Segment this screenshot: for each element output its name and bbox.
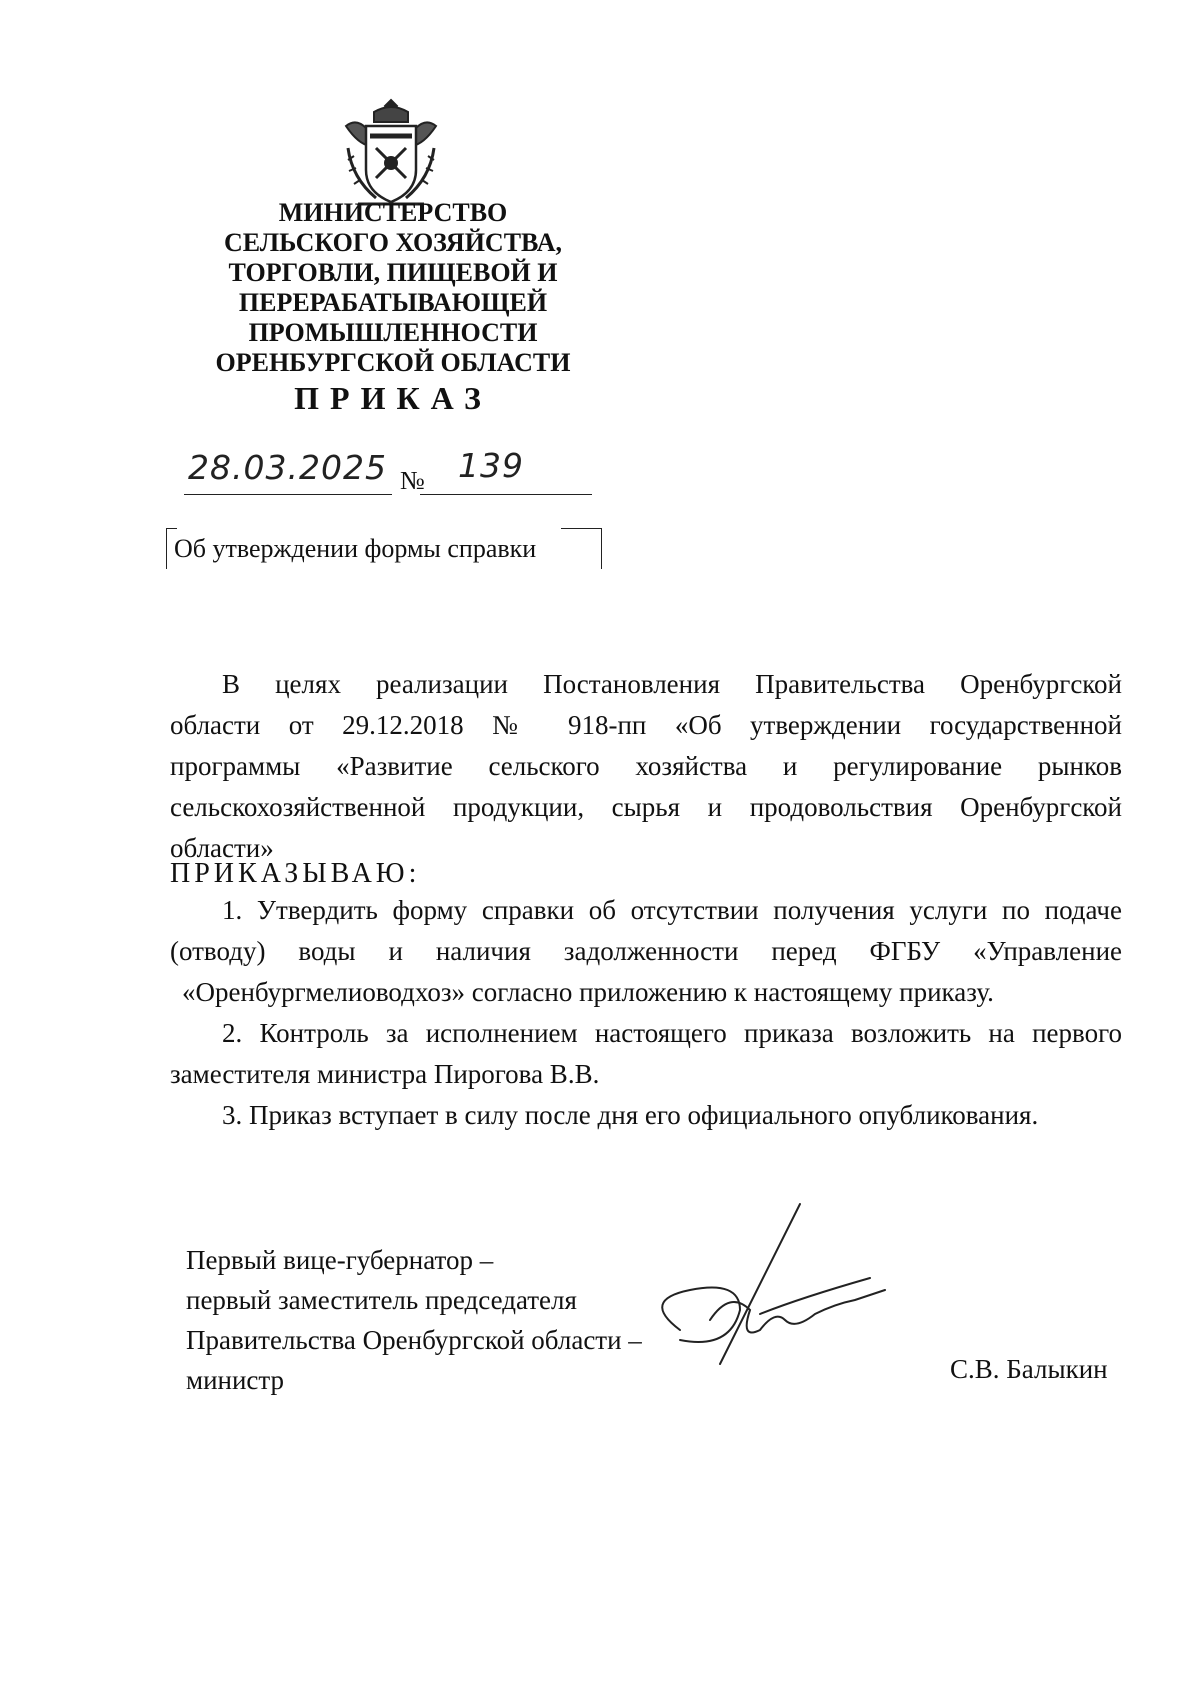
preamble-line: В целях реализации Постановления Правительства Оренбургской — [222, 669, 1122, 699]
position-line: министр — [186, 1365, 285, 1395]
preamble — [170, 664, 1122, 869]
order-date: 28.03.2025 — [188, 448, 387, 487]
item-2-line: заместителя министра Пирогова В.В. — [170, 1059, 600, 1089]
coat-of-arms-icon — [336, 96, 446, 214]
order-number: 139 — [458, 446, 524, 485]
handwritten-signature — [640, 1200, 900, 1380]
item-1-line: «Оренбургмелиоводхоз» согласно приложению к настоящему приказу. — [182, 977, 994, 1007]
signatory-name: С.В. Балыкин — [950, 1354, 1108, 1384]
position-line: Правительства Оренбургской области – — [186, 1325, 642, 1355]
ministry-line: ТОРГОВЛИ, ПИЩЕВОЙ И — [228, 258, 558, 287]
item-1-line: (отводу) воды и наличия задолженности перед ФГБУ «Управление — [170, 936, 1122, 966]
preamble-line: области» — [170, 833, 274, 863]
date-underline — [184, 494, 392, 495]
subject-text: Об утверждении формы справки — [174, 534, 537, 563]
document-type-title: ПРИКАЗ — [294, 380, 492, 416]
directive-heading: ПРИКАЗЫВАЮ: — [170, 858, 421, 889]
position-line: Первый вице-губернатор – — [186, 1245, 494, 1275]
ministry-line: МИНИСТЕРСТВО — [278, 198, 508, 227]
number-sign: № — [400, 466, 425, 495]
position-line: первый заместитель председателя — [186, 1285, 577, 1315]
ministry-line: СЕЛЬСКОГО ХОЗЯЙСТВА, — [223, 228, 563, 257]
order-items — [170, 890, 1122, 1136]
item-3-line: 3. Приказ вступает в силу после дня его официального опубликования. — [222, 1100, 1039, 1130]
order-subject — [166, 528, 602, 572]
ministry-line: ПРОМЫШЛЕННОСТИ — [248, 318, 538, 347]
signatory-position — [186, 1240, 642, 1400]
item-2-line: 2. Контроль за исполнением настоящего приказа возложить на первого — [222, 1018, 1122, 1048]
subject-corner-right — [561, 528, 602, 569]
preamble-line: области от 29.12.2018 № 918-пп «Об утверждении государственной — [170, 710, 1122, 740]
item-1-line: 1. Утвердить форму справки об отсутствии получения услуги по подаче — [222, 895, 1122, 925]
ministry-name — [190, 198, 596, 378]
ministry-line: ПЕРЕРАБАТЫВАЮЩЕЙ — [238, 288, 548, 317]
number-underline — [420, 494, 592, 495]
ministry-line: ОРЕНБУРГСКОЙ ОБЛАСТИ — [215, 348, 571, 377]
preamble-line: сельскохозяйственной продукции, сырья и продовольствия Оренбургской — [170, 792, 1122, 822]
preamble-line: программы «Развитие сельского хозяйства и регулирование рынков — [170, 751, 1122, 781]
